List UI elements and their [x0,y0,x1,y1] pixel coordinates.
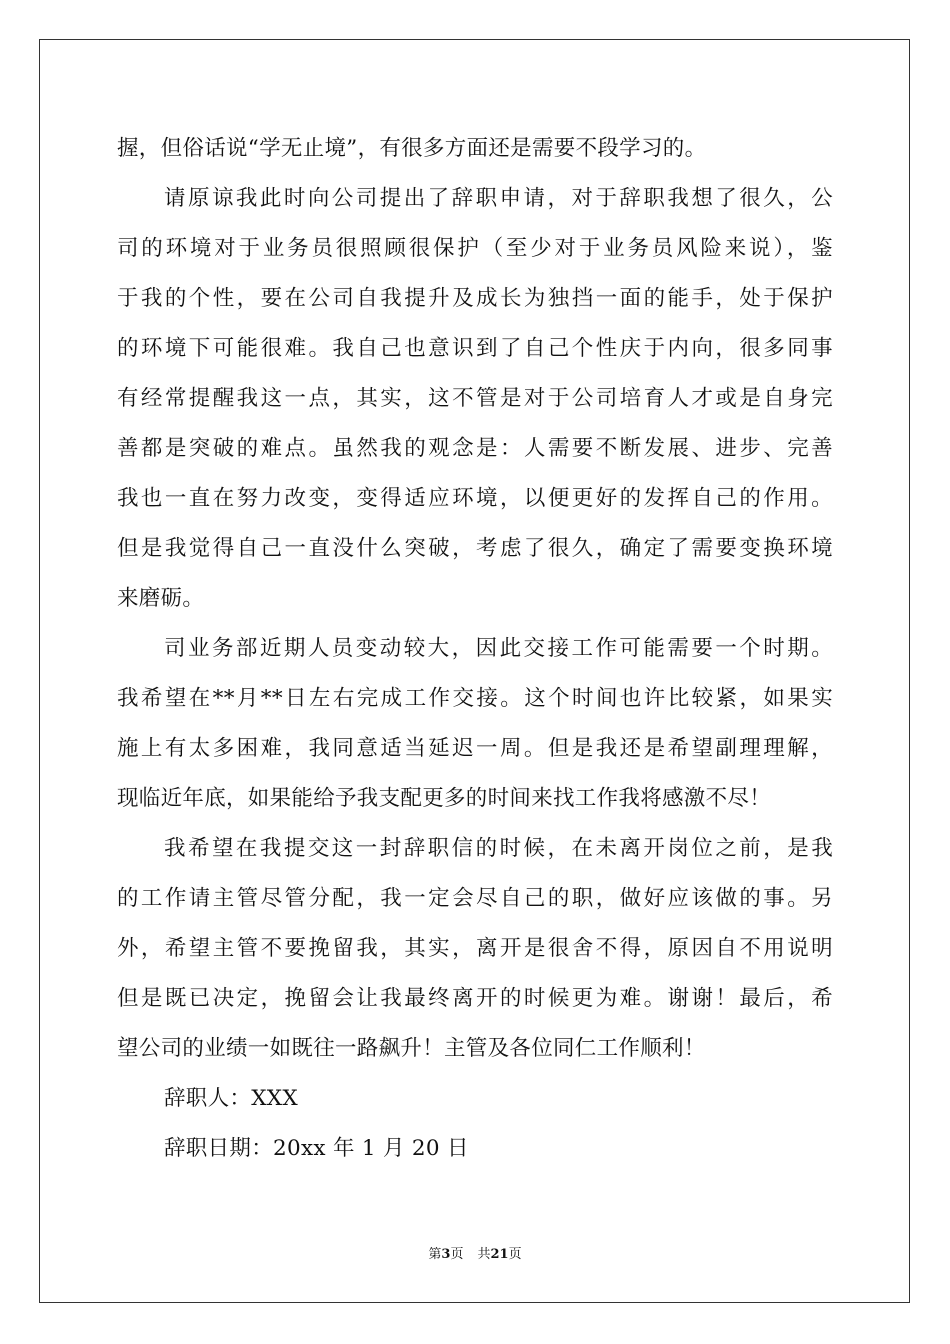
page-footer [0,1246,950,1264]
text-line: 但是既已决定，挽留会让我最终离开的时候更为难。谢谢！最后，希 [117,986,833,1011]
text-line: 于我的个性，要在公司自我提升及成长为独挡一面的能手，处于保护 [117,286,833,311]
page-suffix: 页 [450,1247,464,1262]
total-suffix: 页 [508,1247,522,1262]
total-prefix: 共 [477,1247,491,1262]
text-line: 我也一直在努力改变，变得适应环境，以便更好的发挥自己的作用。 [117,486,833,511]
total-pages: 21 [490,1247,509,1262]
paragraph-start-line: 我希望在我提交这一封辞职信的时候，在未离开岗位之前，是我 [164,836,833,861]
text-line: 我希望在**月**日左右完成工作交接。这个时间也许比较紧，如果实 [117,686,833,711]
text-line: 望公司的业绩一如既往一路飙升！主管及各位同仁工作顺利！ [117,1036,706,1061]
text-line: 的环境下可能很难。我自己也意识到了自己个性庆于内向，很多同事 [117,336,833,361]
letter-body [117,124,833,1174]
paragraph-start-line: 请原谅我此时向公司提出了辞职申请，对于辞职我想了很久，公 [164,186,833,211]
page-number: 3 [441,1247,451,1262]
paragraph-start-line: 司业务部近期人员变动较大，因此交接工作可能需要一个时期。 [164,636,833,661]
text-line: 有经常提醒我这一点，其实，这不管是对于公司培育人才或是自身完 [117,386,833,411]
text-line: 司的环境对于业务员很照顾很保护（至少对于业务员风险来说），鉴 [117,236,833,261]
text-line: 来磨砺。 [117,586,205,611]
text-line: 的工作请主管尽管分配，我一定会尽自己的职，做好应该做的事。另 [117,886,833,911]
text-line: 但是我觉得自己一直没什么突破，考虑了很久，确定了需要变换环境 [117,536,833,561]
text-line: 握，但俗话说“学无止境”，有很多方面还是需要不段学习的。 [117,136,707,161]
resignation-date-line: 辞职日期：20xx 年 1 月 20 日 [164,1136,469,1161]
text-line: 外，希望主管不要挽留我，其实，离开是很舍不得，原因自不用说明 [117,936,833,961]
text-line: 善都是突破的难点。虽然我的观念是：人需要不断发展、进步、完善 [117,436,833,461]
resigner-name-line: 辞职人：XXX [164,1086,299,1111]
page-prefix: 第 [428,1247,442,1262]
text-line: 现临近年底，如果能给予我支配更多的时间来找工作我将感激不尽！ [117,786,772,811]
text-line: 施上有太多困难，我同意适当延迟一周。但是我还是希望副理理解， [117,736,833,761]
